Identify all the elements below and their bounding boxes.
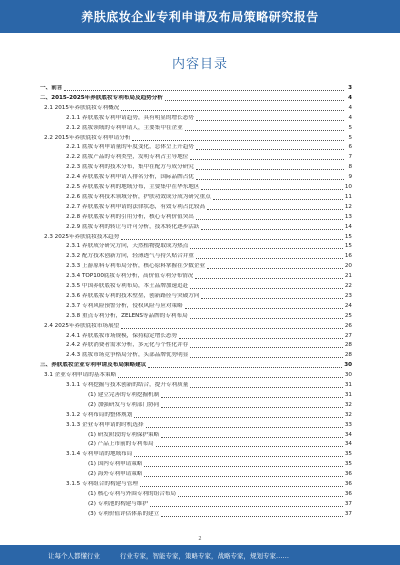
toc-leader-dots [190,346,343,348]
toc-entry[interactable] [40,144,352,151]
toc-leader-dots [161,515,343,517]
toc-entry-page: 15 [344,243,352,250]
toc-leader-dots [190,287,343,289]
toc-entry-page: 32 [344,411,352,418]
table-of-contents [40,85,352,525]
toc-entry-page: 35 [344,461,352,468]
toc-entry[interactable] [40,451,352,458]
toc-entry-title: 2.1 2015年养肤底妆专利概况 [44,104,120,111]
toc-entry-title: 2.4.3 底妆市场竞争格局分析，头部品牌优势明显 [66,352,189,359]
toc-entry-page: 7 [348,154,352,161]
toc-entry-title: 2.3.5 中国养肤底妆专利布局，本土品牌加速追赶 [66,283,189,289]
toc-entry-page: 13 [344,213,352,220]
toc-entry[interactable] [40,95,352,102]
toc-entry[interactable] [40,323,352,330]
toc-entry-title: 二、2015-2025年养肤底妆专利布局及趋势分析 [40,94,163,101]
toc-entry-page: 36 [344,490,352,497]
toc-entry-page: 9 [348,174,352,181]
toc-entry[interactable] [40,342,352,349]
toc-entry[interactable] [40,115,352,122]
toc-leader-dots [132,139,344,141]
toc-leader-dots [196,148,344,150]
toc-leader-dots [146,426,343,428]
toc-entry[interactable] [40,511,352,518]
toc-entry-title: (1) 研发阶段的专利保护策略 [88,431,160,438]
toc-entry-title: 3.1.4 专利申请的地域布局 [66,451,133,458]
toc-entry-title: 2.4.1 养肤底妆市场规模，保持稳定增长态势 [66,332,178,339]
toc-entry-title: 2.2 2015年养肤底妆专利申请分析 [44,134,131,141]
toc-entry-title: 2.2.9 底妆专利的转让与许可分析，技术转化逐步活跃 [66,223,200,230]
toc-entry-page: 31 [344,391,352,398]
toc-entry[interactable] [40,135,352,142]
toc-entry[interactable] [40,402,352,409]
toc-entry-page: 11 [344,193,352,200]
toc-entry[interactable] [40,105,352,112]
toc-entry-page: 34 [344,431,352,438]
toc-entry[interactable] [40,422,352,429]
toc-entry-page: 35 [344,451,352,458]
toc-leader-dots [161,406,343,408]
toc-entry-title: (1) 核心专利与外围专利的组合布局 [88,490,177,497]
toc-entry-page: 16 [344,253,352,260]
toc-leader-dots [185,307,343,309]
toc-entry-page: 22 [344,283,352,289]
toc-leader-dots [121,238,343,240]
toc-entry[interactable] [40,471,352,478]
toc-leader-dots [148,366,342,368]
toc-entry[interactable] [40,392,352,399]
toc-entry-page: 28 [344,352,352,359]
toc-entry-page: 20 [344,263,352,270]
toc-entry-page: 30 [344,372,352,379]
toc-leader-dots [121,327,343,329]
toc-leader-dots [196,168,344,170]
toc-entry[interactable] [40,214,352,221]
toc-entry[interactable] [40,234,352,241]
report-title: 养肤底妆企业专利申请及布局策略研究报告 [81,10,319,24]
toc-heading: 内容目录 [171,57,228,72]
toc-entry-title: 2.2.2 底妆产品的专利类型，发明专利占主导地位 [66,154,189,161]
toc-entry-title: 2.3.6 养肤底妆专利的技术壁垒，创新路径与突破方向 [66,292,200,299]
toc-entry-title: 2.3 2025年养肤底妆技术趋势 [44,233,120,240]
toc-entry-title: 2.2.7 养肤底妆专利申请的法律状态，有效专利占比较高 [66,203,206,210]
toc-entry-page: 12 [344,203,352,210]
toc-entry-title: 2.1.2 底妆领域的专利申请人，主要集中在企业 [66,124,183,131]
toc-entry[interactable] [40,313,352,320]
toc-entry[interactable] [40,194,352,201]
toc-leader-dots [195,277,342,279]
toc-entry-page: 4 [348,104,352,111]
report-header-bar [0,0,400,33]
toc-entry-page: 33 [344,421,352,428]
toc-leader-dots [144,475,342,477]
toc-entry-title: 3.1.2 专利布局的整体规划 [66,411,133,418]
toc-entry[interactable] [40,293,352,300]
toc-entry[interactable] [40,125,352,132]
toc-leader-dots [140,485,343,487]
toc-entry[interactable] [40,164,352,171]
toc-entry[interactable] [40,273,352,280]
toc-entry[interactable] [40,224,352,231]
toc-leader-dots [161,436,343,438]
toc-entry[interactable] [40,461,352,468]
toc-leader-dots [134,416,343,418]
toc-entry-title: 2.3.1 养肤成分研究方向，天然植物提取成为热点 [66,243,189,250]
toc-leader-dots [196,218,343,220]
toc-leader-dots [161,396,343,398]
toc-entry[interactable] [40,154,352,161]
toc-leader-dots [201,297,342,299]
toc-leader-dots [196,119,344,121]
toc-entry-title: 3.1 企业专利申请的基本策略 [44,372,117,379]
toc-entry-page: 28 [344,342,352,349]
toc-leader-dots [190,356,343,358]
toc-entry-page: 34 [344,441,352,448]
toc-entry-page: 36 [344,471,352,478]
toc-entry[interactable] [40,372,352,379]
toc-leader-dots [207,208,343,210]
toc-leader-dots [179,337,343,339]
toc-entry-page: 24 [344,302,352,309]
toc-entry-title: 2.3.7 专利风险预警分析，侵权风险与应对策略 [66,302,183,309]
toc-leader-dots [207,267,343,269]
page-number: 2 [198,536,202,542]
toc-entry[interactable] [40,243,352,250]
toc-entry-title: 2.2.6 底妆专利技术领域分析，护肤功效成分成为研究重点 [66,193,211,200]
toc-entry-page: 8 [348,164,352,171]
toc-entry-page: 36 [344,481,352,487]
toc-leader-dots [165,99,344,101]
toc-entry[interactable] [40,283,352,290]
toc-entry-page: 4 [348,94,352,101]
toc-entry-title: 3.1.5 专利组合的构建与管理 [66,481,138,487]
toc-entry-page: 5 [348,124,352,131]
toc-entry-title: 2.2.8 养肤底妆专利的引用分析，核心专利价值突出 [66,213,194,220]
toc-entry-title: 2.4.2 养肤消费者需求分析，多元化与个性化并存 [66,342,189,349]
toc-leader-dots [156,445,343,447]
toc-entry-title: 2.2.4 养肤底妆专利申请人排名分析，国际品牌占优 [66,174,194,181]
toc-entry-title: 2.3.8 重点专利分析，ZELENS等品牌的专利布局 [66,312,188,319]
toc-leader-dots [196,178,344,180]
toc-entry[interactable] [40,184,352,191]
toc-entry-title: (2) 加强研发与专利部门协同 [88,401,160,408]
toc-entry[interactable] [40,174,352,181]
toc-entry[interactable] [40,501,352,508]
toc-entry-title: 2.3.2 配方技术创新方向，轻薄透气与持久贴合并重 [66,253,194,260]
toc-leader-dots [185,129,344,131]
toc-leader-dots [196,257,343,259]
toc-entry-page: 14 [344,223,352,230]
toc-entry-title: (1) 建立完善的专利挖掘机制 [88,391,160,398]
toc-entry-page: 37 [344,510,352,517]
toc-leader-dots [190,317,343,319]
toc-leader-dots [134,455,343,457]
toc-entry-title: 2.2.3 底妆专利的技术分布，集中在配方与成分研究 [66,164,194,171]
toc-entry[interactable] [40,303,352,310]
toc-entry[interactable] [40,491,352,498]
toc-entry-page: 10 [344,184,352,190]
toc-entry[interactable] [40,382,352,389]
toc-entry-page: 27 [344,332,352,339]
toc-leader-dots [64,89,344,91]
toc-entry-page: 31 [344,382,352,388]
toc-entry-title: 2.3.4 TOP100底妆专利分析，高价值专利分布情况 [66,273,194,280]
toc-entry-page: 32 [344,401,352,408]
toc-entry-title: 三、养肤底妆企业专利申请及布局策略建议 [40,362,147,369]
toc-leader-dots [150,505,343,507]
toc-entry-title: 2.1.1 养肤底妆专利申请趋势，具有明显的增长态势 [66,114,194,121]
toc-entry[interactable] [40,333,352,340]
toc-leader-dots [213,198,343,200]
toc-entry-title: (2) 产品上市前的专利布局 [88,441,154,448]
toc-entry-title: 2.2.1 底妆专利申请量的年度变化，总体呈上升趋势 [66,144,194,151]
toc-leader-dots [201,188,342,190]
toc-entry-page: 15 [344,233,352,240]
toc-entry[interactable] [40,263,352,270]
toc-leader-dots [201,228,342,230]
toc-leader-dots [178,495,343,497]
toc-entry[interactable] [40,412,352,419]
toc-entry[interactable] [40,253,352,260]
toc-entry[interactable] [40,352,352,359]
toc-entry-title: (3) 专利价值评估体系的建立 [88,510,160,517]
toc-entry[interactable] [40,362,352,369]
toc-entry-title: 一、前言 [40,85,63,91]
toc-leader-dots [121,109,344,111]
toc-entry-page: 26 [344,322,352,329]
toc-entry-title: 2.3.3 上游原料专利布局分析，核心原料掌握在少数企业 [66,263,206,270]
toc-entry-title: (2) 专利池的构建与维护 [88,500,149,507]
toc-entry-title: 3.1.3 企业专利申请的时机选择 [66,421,144,428]
toc-leader-dots [190,158,344,160]
toc-entry-page: 6 [348,144,352,151]
toc-leader-dots [118,376,343,378]
toc-entry[interactable] [40,432,352,439]
toc-leader-dots [144,465,342,467]
toc-entry-title: 3.1.1 专利挖掘与技术创新的结合，提升专利质量 [66,382,189,388]
toc-entry-page: 5 [348,134,352,141]
toc-entry[interactable] [40,85,352,92]
toc-entry-page: 23 [344,292,352,299]
footer-bar [0,545,400,565]
toc-entry-page: 3 [348,85,352,91]
toc-entry-page: 25 [344,312,352,319]
toc-entry-page: 37 [344,500,352,507]
toc-entry-title: (2) 海外专利申请策略 [88,471,143,478]
toc-entry-title: 2.2.5 养肤底妆专利的地域分布，主要集中在华东地区 [66,184,200,190]
toc-entry-page: 4 [348,114,352,121]
toc-entry[interactable] [40,204,352,211]
toc-entry-title: 2.4 2025年养肤底妆市场展望 [44,322,120,329]
toc-entry[interactable] [40,481,352,488]
footer-slogan: 让每个人都懂行业 [48,551,100,560]
toc-entry-title: (1) 国内专利申请策略 [88,461,143,468]
toc-entry-page: 21 [344,273,352,280]
toc-leader-dots [190,386,343,388]
toc-entry[interactable] [40,441,352,448]
footer-tagline: 行业专家，智能专家，策略专家，战略专家，规划专家…… [120,551,289,560]
toc-entry-page: 30 [344,362,352,369]
toc-leader-dots [190,247,343,249]
